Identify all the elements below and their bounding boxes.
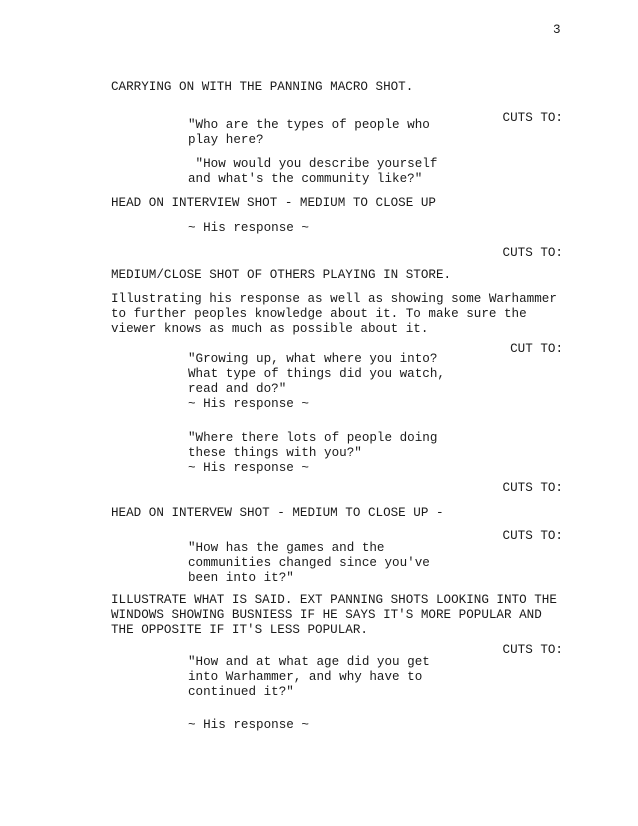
transition-cuts-to: CUTS TO: [502,246,563,260]
dialogue-line: "Where there lots of people doing [188,431,438,445]
dialogue-line: communities changed since you've [188,556,430,570]
action-line: THE OPPOSITE IF IT'S LESS POPULAR. [111,623,368,637]
dialogue-line: been into it?" [188,571,294,585]
transition-cuts-to: CUTS TO: [502,643,563,657]
dialogue-line: "How would you describe yourself [188,157,438,171]
action-line: viewer knows as much as possible about it. [111,322,429,336]
dialogue-line: "How has the games and the [188,541,385,555]
transition-cuts-to: CUTS TO: [502,481,563,495]
dialogue-line: "Growing up, what where you into? [188,352,438,366]
transition-cut-to: CUT TO: [510,342,563,356]
page-number: 3 [553,23,561,37]
response-line: ~ His response ~ [188,397,309,411]
scene-heading: HEAD ON INTERVEW SHOT - MEDIUM TO CLOSE UP - [111,506,444,520]
dialogue-line: read and do?" [188,382,287,396]
dialogue-line: continued it?" [188,685,294,699]
scene-heading: CARRYING ON WITH THE PANNING MACRO SHOT. [111,80,414,94]
response-line: ~ His response ~ [188,221,309,235]
dialogue-line: play here? [188,133,264,147]
action-line: WINDOWS SHOWING BUSNIESS IF HE SAYS IT'S MORE POPULAR AND [111,608,542,622]
action-line: Illustrating his response as well as showing some Warhammer [111,292,557,306]
transition-cuts-to: CUTS TO: [502,111,563,125]
response-line: ~ His response ~ [188,461,309,475]
dialogue-line: "How and at what age did you get [188,655,430,669]
action-line: ILLUSTRATE WHAT IS SAID. EXT PANNING SHOTS LOOKING INTO THE [111,593,557,607]
dialogue-line: What type of things did you watch, [188,367,445,381]
scene-heading: MEDIUM/CLOSE SHOT OF OTHERS PLAYING IN STORE. [111,268,452,282]
response-line: ~ His response ~ [188,718,309,732]
action-line: to further peoples knowledge about it. To make sure the [111,307,527,321]
transition-cuts-to: CUTS TO: [502,529,563,543]
dialogue-line: these things with you?" [188,446,362,460]
scene-heading: HEAD ON INTERVIEW SHOT - MEDIUM TO CLOSE UP [111,196,436,210]
dialogue-line: "Who are the types of people who [188,118,430,132]
dialogue-line: and what's the community like?" [188,172,423,186]
dialogue-line: into Warhammer, and why have to [188,670,423,684]
